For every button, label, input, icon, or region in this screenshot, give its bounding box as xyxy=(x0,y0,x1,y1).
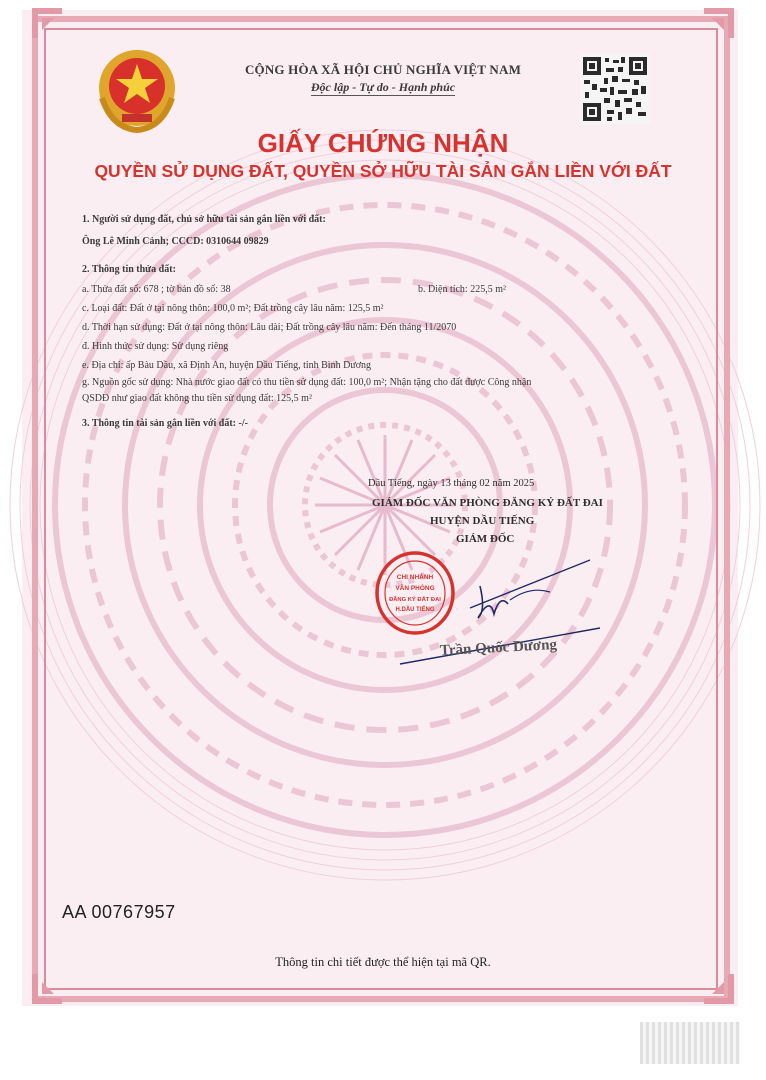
issuing-office: GIÁM ĐỐC VĂN PHÒNG ĐĂNG KÝ ĐẤT ĐAI xyxy=(372,497,603,509)
owner-line: Ông Lê Minh Cảnh; CCCD: 0310644 09829 xyxy=(82,236,269,247)
qr-code[interactable] xyxy=(580,54,650,124)
usage-term-line: d. Thời hạn sử dụng: Đất ở tại nông thôn: Lâu dài; Đất trồng cây lâu năm: Đến tháng 11/2070 xyxy=(82,322,457,333)
land-type-line: c. Loại đất: Đất ở tại nông thôn: 100,0 m²; Đất trồng cây lâu năm: 125,5 m² xyxy=(82,303,384,314)
corner-ornament-icon xyxy=(30,972,64,1006)
usage-form-line: đ. Hình thức sử dụng: Sử dụng riêng xyxy=(82,341,229,352)
corner-ornament-icon xyxy=(30,6,64,40)
serial-number: AA 00767957 xyxy=(62,902,176,922)
stamp-line-3: ĐĂNG KÝ ĐẤT ĐAI xyxy=(389,597,441,603)
handwritten-signature xyxy=(390,556,620,676)
country-header: CỘNG HÒA XÃ HỘI CHỦ NGHĨA VIỆT NAM xyxy=(244,62,522,77)
signer-role: GIÁM ĐỐC xyxy=(456,533,515,545)
blurred-corner-area xyxy=(640,1022,740,1064)
issuing-district: HUYỆN DẦU TIẾNG xyxy=(430,515,535,527)
origin-line-2: QSDĐ như giao đất không thu tiền sử dụng đất: 125,5 m² xyxy=(82,393,312,404)
parcel-number-line: a. Thửa đất số: 678 ; tờ bản đồ số: 38 xyxy=(82,284,231,295)
address-line: e. Địa chỉ: ấp Bàu Dầu, xã Định An, huyện Dầu Tiếng, tỉnh Bình Dương xyxy=(82,360,372,371)
section2-heading: 2. Thông tin thửa đất: xyxy=(82,264,176,275)
corner-ornament-icon xyxy=(702,6,736,40)
stamp-line-4: H.DẦU TIẾNG xyxy=(395,607,435,613)
certificate-title: GIẤY CHỨNG NHẬN xyxy=(257,128,509,158)
area-line: b. Diện tích: 225,5 m² xyxy=(418,284,506,295)
stamp-line-1: CHI NHÁNH xyxy=(396,574,434,581)
section3-heading: 3. Thông tin tài sản gắn liền với đất: -/- xyxy=(82,418,248,429)
issue-date: Dầu Tiếng, ngày 13 tháng 02 năm 2025 xyxy=(368,478,535,489)
origin-line-1: g. Nguồn gốc sử dụng: Nhà nước giao đất có thu tiền sử dụng đất: 100,0 m²; Nhận tặng cho đất được Công nhận xyxy=(82,377,532,388)
section1-heading: 1. Người sử dụng đất, chủ sở hữu tài sản gắn liền với đất: xyxy=(82,214,326,225)
motto: Độc lập - Tự do - Hạnh phúc xyxy=(310,80,456,94)
qr-footer-note: Thông tin chi tiết được thể hiện tại mã QR. xyxy=(275,955,491,969)
certificate-subtitle: QUYỀN SỬ DỤNG ĐẤT, QUYỀN SỞ HỮU TÀI SẢN GẮN LIỀN VỚI ĐẤT xyxy=(94,161,672,181)
stamp-line-2: VĂN PHÒNG xyxy=(395,585,435,592)
signer-name: Trần Quốc Dương xyxy=(439,636,558,660)
corner-ornament-icon xyxy=(702,972,736,1006)
